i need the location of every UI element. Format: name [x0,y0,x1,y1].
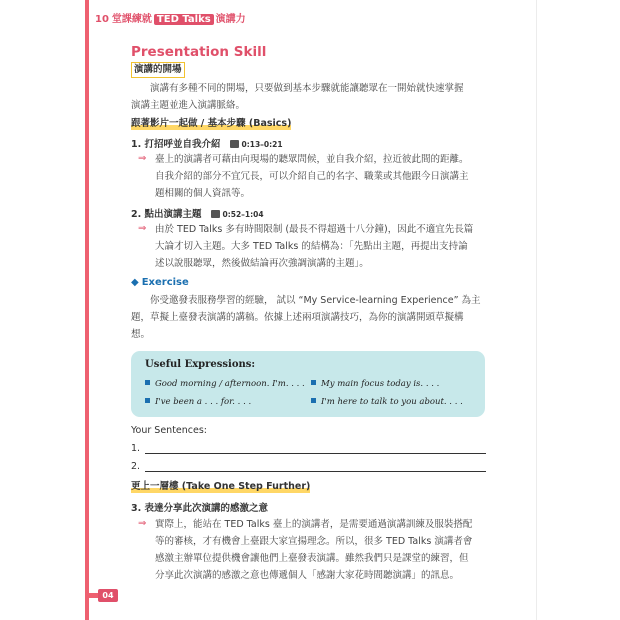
step-1-line-3: 題相關的個人資訊等。 [155,188,251,199]
step-2-line-3: 述以說服聽眾，然後做結論再次強調演講的主題」。 [155,258,369,269]
page-title: Presentation Skill [131,44,267,60]
exercise-line-1: 你受邀發表服務學習的經驗， 試以 “My Service-learning Experience” 為主 [150,295,481,306]
exercise-line-2: 題，草擬上臺發表演講的講稿。依據上述兩項演講技巧，為你的演講開頭草擬構 [131,312,464,323]
expression-text: My main focus today is. . . . [321,379,440,389]
intro-line-2: 演講主題並進入演講脈絡。 [131,100,246,111]
arrow-right-icon: ⇒ [138,518,147,529]
step-1 [131,136,283,150]
useful-expressions-box [131,351,485,417]
step-2 [131,206,264,220]
step-2-line-1: 由於 TED Talks 多有時間限制 (最長不得超過十八分鐘)，因此不適宜先長篇 [155,224,474,235]
step-3-line-1: 實際上，能站在 TED Talks 臺上的演講者，是需要通過演講訓練及服裝搭配 [155,519,473,530]
expression-item [311,397,463,407]
step-2-time: 0:52–1:04 [222,210,264,219]
clapperboard-icon [211,210,220,218]
basics-heading-text: 跟著影片一起做 / 基本步驟 (Basics) [131,118,292,129]
exercise-heading [131,277,189,288]
header-pre: 堂課練就 [111,14,152,25]
step-3 [131,500,268,514]
sentence-number-1: 1. [131,443,141,454]
arrow-right-icon: ⇒ [138,153,147,164]
basics-heading [131,117,291,131]
expression-item [311,379,439,389]
running-header [95,10,246,25]
sentence-number-2: 2. [131,461,141,472]
clapperboard-icon [230,140,239,148]
expression-text: Good morning / afternoon. I'm. . . . [155,379,305,389]
expression-text: I'm here to talk to you about. . . . [321,397,463,407]
diamond-icon: ◆ [131,277,139,288]
square-bullet-icon [311,398,316,403]
step-1-time: 0:13–0:21 [241,140,283,149]
further-heading-text: 更上一層樓 (Take One Step Further) [131,481,311,492]
square-bullet-icon [145,398,150,403]
footer-bar [85,593,98,598]
step-3-line-3: 感激主辦單位提供機會讓他們上臺發表演講。雖然我們只是課堂的練習，但 [155,553,469,564]
expression-text: I've been a . . . for. . . . [155,397,252,407]
header-ted-badge: TED Talks [154,14,214,25]
section-title: 演講的開場 [131,62,185,78]
square-bullet-icon [145,380,150,385]
exercise-label: Exercise [141,277,189,288]
step-3-label: 3. 表達分享此次演講的感激之意 [131,503,269,514]
step-2-label: 2. 點出演講主題 [131,209,202,220]
useful-expressions-title: Useful Expressions: [145,359,256,370]
sentence-line-2[interactable] [145,461,486,472]
page-edge-stripe [85,0,89,620]
expression-item [145,379,305,389]
chapter-number: 10 [95,14,109,25]
arrow-right-icon: ⇒ [138,223,147,234]
step-2-line-2: 大論才切入主題。大多 TED Talks 的結構為：「先點出主題，再提出支持論 [155,241,468,252]
step-3-line-4: 分享此次演講的感激之意也傳遞個人「感謝大家花時間聽演講」的訊息。 [155,570,460,581]
sentence-line-1[interactable] [145,443,486,454]
exercise-line-3: 想。 [131,329,151,340]
page-number: 04 [98,589,118,602]
intro-line-1: 演講有多種不同的開場，只要做到基本步驟就能讓聽眾在一開始就快速掌握 [150,83,464,94]
step-1-label: 1. 打招呼並自我介紹 [131,139,221,150]
square-bullet-icon [311,380,316,385]
step-1-line-1: 臺上的演講者可藉由向現場的聽眾問候，並自我介紹，拉近彼此間的距離。 [155,154,469,165]
expression-item [145,397,251,407]
step-1-line-2: 自我介紹的部分不宜冗長，可以介紹自己的名字、職業或其他跟今日演講主 [155,171,469,182]
your-sentences-label: Your Sentences: [131,425,208,436]
further-heading [131,480,310,494]
header-post: 演講力 [215,14,246,25]
step-3-line-2: 等的審核，才有機會上臺跟大家宣揚理念。所以，很多 TED Talks 演講者會 [155,536,473,547]
